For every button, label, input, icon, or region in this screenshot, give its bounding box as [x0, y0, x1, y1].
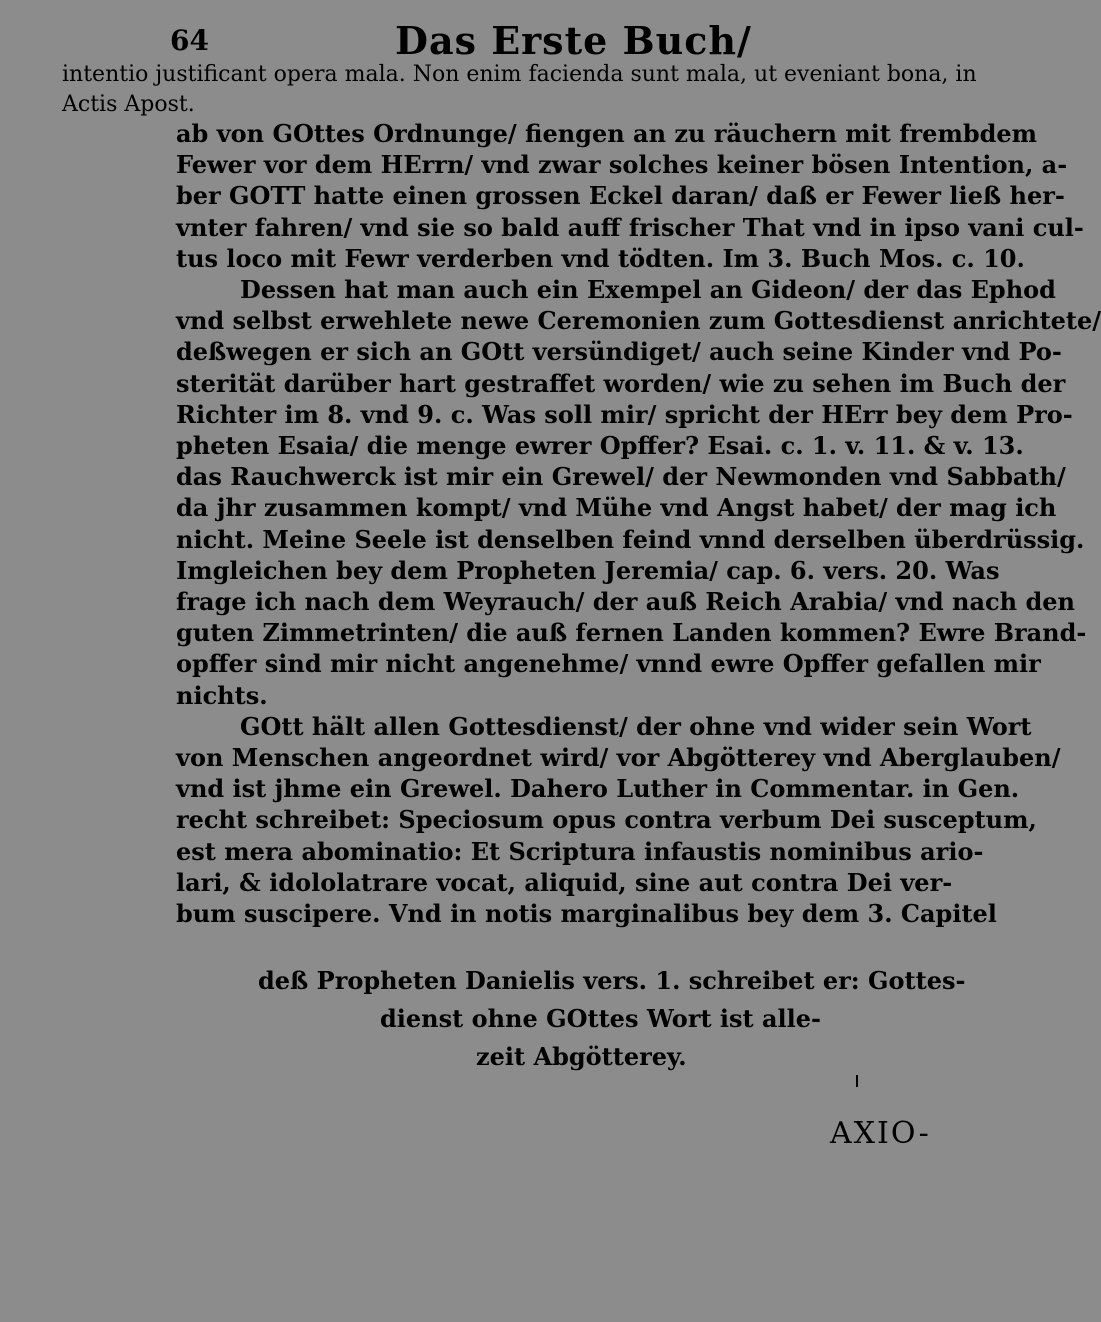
closing-line: dienst ohne GOttes Wort ist alle-: [380, 1004, 821, 1033]
text-line: nichts.: [176, 680, 268, 710]
text-line: deßwegen er sich an GOtt versündiget/ auch seine Kinder vnd Po-: [176, 337, 1062, 367]
text-line: lari, & idololatrare vocat, aliquid, sine aut contra Dei ver-: [176, 867, 953, 897]
marginal-line: Actis Apost.: [62, 92, 195, 117]
text-line: GOtt hält allen Gottesdienst/ der ohne vnd wider sein Wort: [240, 711, 1032, 741]
text-line: da jhr zusammen kompt/ vnd Mühe vnd Angst habet/ der mag ich: [176, 493, 1057, 523]
print-mark: [856, 1075, 858, 1087]
text-line: guten Zimmetrinten/ die auß fernen Landen kommen? Ewre Brand-: [176, 618, 1087, 648]
text-line: nicht. Meine Seele ist denselben feind vnnd derselben überdrüssig.: [176, 524, 1085, 554]
text-line: Dessen hat man auch ein Exempel an Gideon/ der das Ephod: [240, 275, 1056, 305]
text-line: est mera abominatio: Et Scriptura infaustis nominibus ario-: [176, 836, 984, 866]
text-line: vnd ist jhme ein Grewel. Dahero Luther in Commentar. in Gen.: [176, 774, 1020, 804]
text-line: von Menschen angeordnet wird/ vor Abgötterey vnd Aberglauben/: [176, 743, 1061, 773]
marginal-line: intentio justificant opera mala. Non enim facienda sunt mala, ut eveniant bona, in: [62, 62, 977, 87]
running-title: Das Erste Buch/: [395, 18, 752, 63]
text-line: opffer sind mir nicht angenehme/ vnnd ewre Opffer gefallen mir: [176, 649, 1041, 679]
text-line: recht schreibet: Speciosum opus contra verbum Dei susceptum,: [176, 805, 1037, 835]
closing-block: [180, 962, 966, 1076]
body-text: [176, 118, 1101, 929]
page-number: 64: [170, 24, 209, 57]
text-line: vnd selbst erwehlete newe Ceremonien zum Gottesdienst anrichtete/: [176, 306, 1101, 336]
text-line: sterität darüber hart gestraffet worden/ wie zu sehen im Buch der: [176, 368, 1066, 398]
closing-line: deß Propheten Danielis vers. 1. schreibet er: Gottes-: [258, 966, 966, 995]
text-line: das Rauchwerck ist mir ein Grewel/ der Newmonden vnd Sabbath/: [176, 462, 1066, 492]
text-line: bum suscipere. Vnd in notis marginalibus bey dem 3. Capitel: [176, 899, 997, 929]
catchword: AXIO-: [830, 1116, 931, 1151]
text-line: pheten Esaia/ die menge ewrer Opffer? Esai. c. 1. v. 11. & v. 13.: [176, 431, 1024, 461]
page-header: [0, 10, 1000, 63]
text-line: ab von GOttes Ordnunge/ fiengen an zu räuchern mit frembdem: [176, 119, 1038, 148]
text-line: ber GOTT hatte einen grossen Eckel daran/ daß er Fewer ließ her-: [176, 181, 1065, 211]
text-line: frage ich nach dem Weyrauch/ der auß Reich Arabia/ vnd nach den: [176, 587, 1075, 617]
text-line: vnter fahren/ vnd sie so bald auff frischer That vnd in ipso vani cul-: [176, 212, 1084, 242]
text-line: Richter im 8. vnd 9. c. Was soll mir/ spricht der HErr bey dem Pro-: [176, 399, 1073, 429]
marginal-note: [62, 60, 977, 120]
text-line: Fewer vor dem HErrn/ vnd zwar solches keiner bösen Intention, a-: [176, 150, 1068, 180]
closing-line: zeit Abgötterey.: [476, 1042, 687, 1071]
text-line: tus loco mit Fewr verderben vnd tödten. Im 3. Buch Mos. c. 10.: [176, 243, 1025, 273]
text-line: Imgleichen bey dem Propheten Jeremia/ cap. 6. vers. 20. Was: [176, 555, 1000, 585]
